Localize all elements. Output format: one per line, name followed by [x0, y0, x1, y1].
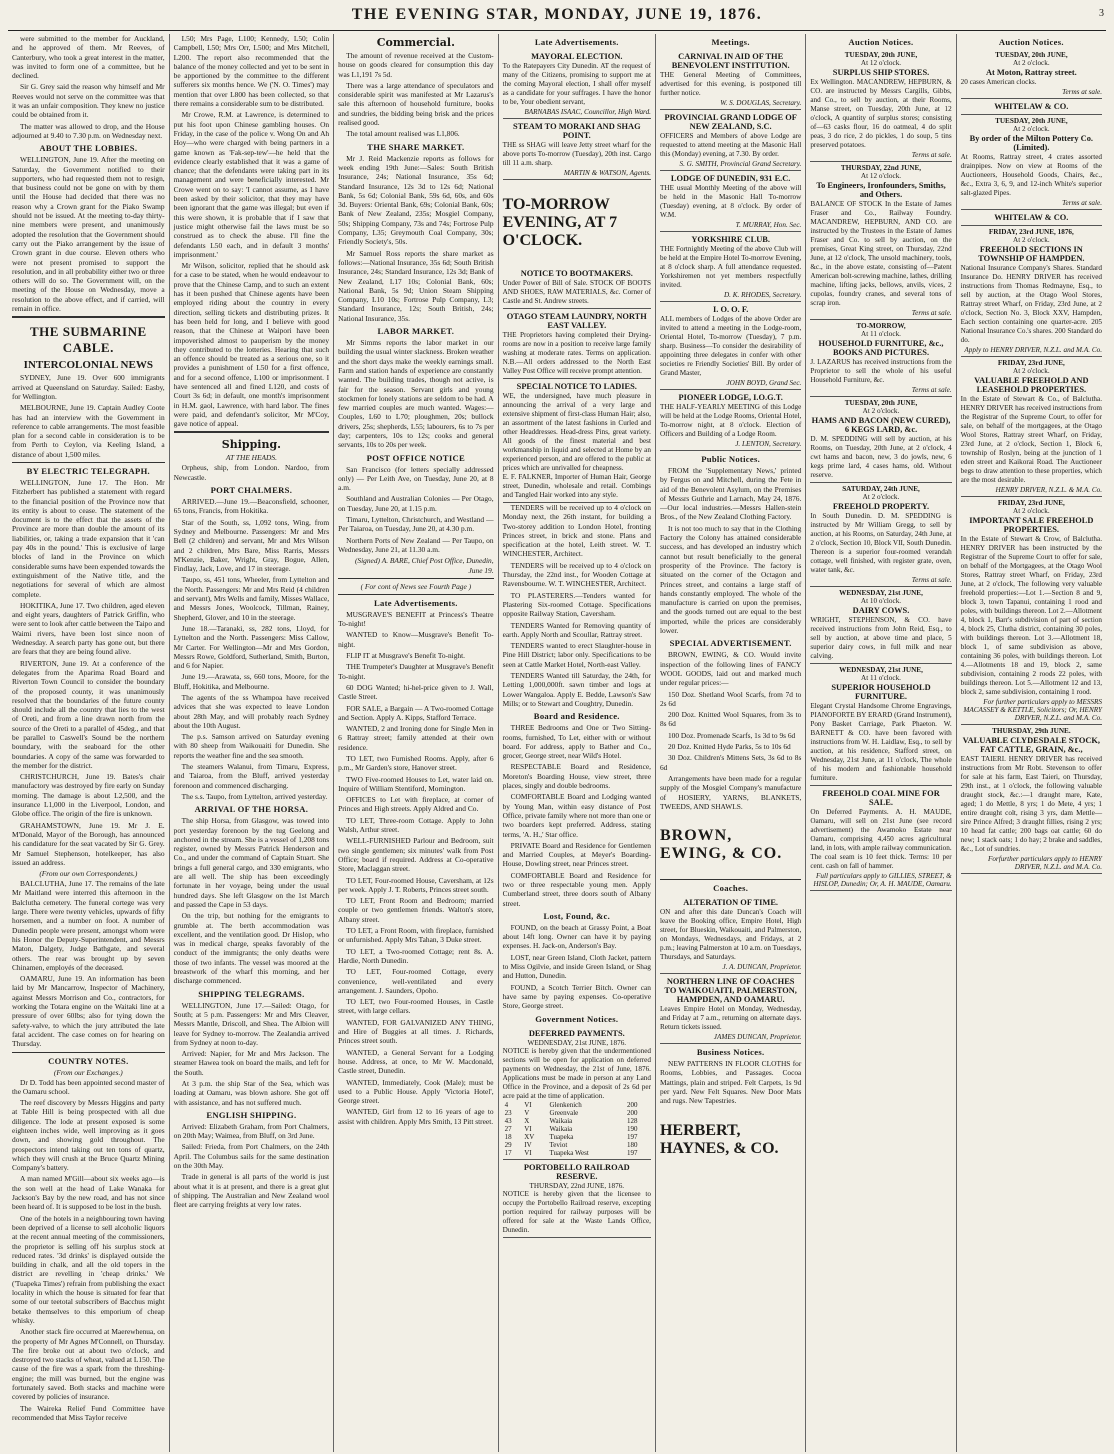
auction-time: At 10 o'clock. [860, 597, 902, 605]
article-paragraph: Sir G. Grey said the reason why himself and Mr Reeves would not serve on the committee was that it was an unfair composition. They knew no justice could be obtained from it. [12, 82, 165, 120]
special-ad-line: 150 Doz. Shetland Wool Scarfs, from 7d to 2s 6d [659, 689, 802, 708]
auction-notice [810, 786, 951, 891]
section-cell-blk: V [524, 1108, 530, 1117]
exchanges-note: (From our Exchanges.) [53, 1067, 123, 1077]
post-entry: Northern Ports of New Zealand — Per Taupo, on Wednesday, June 21, at 11.30 a.m. [338, 535, 494, 554]
auction-terms: Terms at sale. [911, 309, 952, 317]
section-cell-dist: Tuapeka West [549, 1148, 589, 1157]
auction-body: BALANCE OF STOCK In the Estate of James Fraser and Co., Railway Foundry. MACANDREW, HEPBURN, AND CO. are instructed by the Trustees in the Estate of James Fraser and Co. to sell by auction, on the premises, Great King street, on Thursday, 22nd June, at 12 o'clock, The unsold machinery, tools, &c., in the above estate, consisting of—Patent American bolt-screwing machine, lathes, drilling machine, lifting jacks, bellows, anvils, vices, 2 cupolas, foundry cranes, and several tons of scrap iron. [810, 200, 952, 307]
auction-body: On Deferred Payments. A. H. MAUDE, Oamaru, will sell on 21st June (see record advertisement) the Awamoko Estate near Oamaru, comprising 4,450 acres agricultural land, in lots, with ample railway communication. The coal seam is 10 feet thick. Terms: 10 per cent. cash on fall of hammer. [810, 808, 952, 870]
country-note-paragraph: One of the hotels in a neighbouring town having been deprived of a license to sell alcoholic liquors at the recent annual meeting of the commissioners, the proprietor is selling off his surplus stock at reduced rates. '3d drinks' is displayed outside the building in chalk, and all the old topers in the district are revelling in 'cheap drinks.' We ('Tuapeka Times') refrain from publishing the exact locality in which the house is situated for fear that some of our teetotal subscribers of Bacchus might betake themselves to this emporium of cheap whisky. [12, 1213, 165, 1325]
post-signature: (Signed) A. BARE, Chief Post Office, Dunedin, June 19. [354, 556, 494, 575]
special-ad-line: 200 Doz. Knitted Wool Squares, from 3s to 8s 6d [659, 710, 802, 729]
auction-head: At Moton, Rattray street. [985, 68, 1077, 77]
lost-found-ad: FOUND, a Scotch Terrier Bitch. Owner can have same by paying expenses. Co-operative Store, George street. [502, 982, 651, 1011]
section-row [503, 1125, 651, 1133]
auction-notice [810, 483, 951, 587]
section-cell-dist: Greenvale [549, 1108, 579, 1117]
portobello-ad: PORTOBELLO RAILROAD RESERVE. THURSDAY, 22nd JUNE, 1876. NOTICE is hereby given that the licensee to occupy the Portobello Railroad reserve, excepting portion required for railway purposes will be offered for sale at the Waste Lands Office, Dunedin. [503, 1160, 651, 1238]
correspondents-note: (From our own Correspondents.) [39, 869, 138, 879]
auction-body: D. M. SPEDDING will sell by auction, at his Rooms, on Tuesday, 20th June, at 2 o'clock, 4 cwt hams and bacon, new, 3 do jowls, new, 6 kegs prime lard, 4 cases hams, old. Without reserve. [810, 435, 952, 479]
auction-terms: Terms at sale. [911, 576, 952, 584]
auction-time: At 12 o'clock. [860, 59, 902, 67]
auction-date: FRIDAY, 23rd JUNE, [997, 499, 1065, 507]
yorkshire-ad: YORKSHIRE CLUB. THE Fortnightly Meeting of the above Club will be held at the Empire Hotel To-morrow Evening, at 8 o'clock sharp. A full attendance requested. Yorkshiremen not yet members respectfully invited. D. K. RHODES, Secretary. [660, 232, 801, 302]
auction-body: J. LAZARUS has received instructions from the Proprietor to sell the whole of his useful Household Furniture, &c. [810, 358, 952, 384]
telegram-paragraph: HOKITIKA, June 17. Two children, aged eleven and eight years, daughters of Patrick Griffin, who were sent to look after cattle between the Taipo and Waimi rivers, have been lost since noon of Wednesday. A search party has gone out, but there are fears that they are being found alive. [12, 600, 165, 657]
auction-body: National Insurance Company's Shares. Standard Insurance Do. HENRY DRIVER has received instructions from Thomas Redmayne, Esq., to sell by auction, at the Otago Wool Stores, Rattray street Wharf, on Friday, 23rd June, at 2 o'clock, Section No. 3, Block XXV, Hampden, Each section containing one quarter-acre. 205 National Insurance Co.'s shares. 200 Standard do do. [960, 264, 1103, 344]
auction-head: FREEHOLD COAL MINE FOR SALE. [822, 789, 940, 807]
tender-ad: TENDERS will be received up to 4 o'clock on Thursday, the 22nd inst., for Wooden Cottage at Ravensbourne. W. T. WINCHESTER, Architect. [502, 560, 651, 589]
shipping-entry: Arrived: Napier, for Mr and Mrs Jackson. The steamer Hawea took on board the mails, and left for the South. [173, 1049, 330, 1077]
auction-date: THURSDAY, 22nd JUNE, [840, 164, 922, 172]
auction-date: FRIDAY, 23rd JUNE, 1876, [988, 228, 1074, 236]
telegram-paragraph: OAMARU, June 19. An information has been laid by Mr Mancarrow, Inspector of Machinery, against Messrs Morrison and Co., contractors, for working the Totara engine on the Waitaki line at a pressure of over 60lbs; also for tying down the safety-valve, to which the jury attributed the late fatal accident. The case comes on for hearing on Thursday. [12, 974, 165, 1049]
article-paragraph: Mr Samuel Ross reports the share market as follows:—National Insurance, 35s 6d; South British Insurance, 24s; Standard Insurance, 12s 3d; Bank of New Zealand, L17 10s; Colonial Bank, 60s; National Bank, 5s 9d; Union Steam Shipping Company, L10 10s; Fortrose Pulp Company, L3; Standard Insurance, 12s; South British, 24s; National Insurance, 35s. [338, 248, 494, 323]
shipping-entry: WELLINGTON, June 17.—Sailed: Otago, for South; at 5 p.m. Passengers: Mr and Mrs Cleaver, Messrs Mantle, Driscoll, and Shea. The Albion will leave for Sydney to-morrow. The Zealandia arrived from Sydney at noon to-day. [173, 1000, 330, 1047]
shipping-entry: Trade in general is all parts of the world is just about what it is at present, and there is a great glut of shipping. The Australian and New Zealand wool fleet are carrying freights at very low rates. [173, 1172, 330, 1210]
classified-ad: TO LET, Front Room and Bedroom; married couple or two gentlemen friends. Walton's store, Albany street. [338, 896, 494, 924]
ladies-ad: SPECIAL NOTICE TO LADIES. WE, the undersigned, have much pleasure in announcing the arrival of a very large and extensive shipment of first-class Human Hair; also, an assortment of the latest fashions in Curled and other Headdresses. Head-dress Pins, great variety. All goods of the finest material and best workmanship in liquid and selected at Home by an experienced person, and are offered to the public at prices which are unrivalled for cheapness. E. F. FALKNER, Importer of Human Hair, George street, Dunedin, wholesale and retail. Combings and Tangled Hair worked into any style. [503, 379, 651, 503]
article-paragraph: Mr Simms reports the labor market in our building the usual winter slackness. Broken weather and the short days make the weekly earnings small. Farm and station hands of experience are constantly wanted. The building trades, though not active, is fair for the season. Servant girls and young stockmen for lonely stations are seldom to be had. A few married couples are much wanted. Wages:—Couples, L60 to L70; ploughmen, 20s; bullock drivers, 25s; shepherds, L55; labourers, 6s to 7s per day; carpenters, 10s to 12s; cooks and general servants, 10s to 20s per week. [338, 338, 494, 450]
shipping-telegrams-heading: SHIPPING TELEGRAMS. [198, 988, 305, 999]
board-heading: Board and Residence. [533, 711, 620, 722]
article-paragraph: On the trip, but nothing for the emigrants to grumble at. The berth accommodation was excellent, and the ventilation good. Dr Hislop, who was in medical charge, speaks favorably of the conduct of the immigrants; the only deaths were those of two infants. The vessel was moored at the breastwork of the wharf this morning, and her discharge commenced. [173, 911, 330, 986]
business-text: NEW PATTERNS IN FLOOR CLOTHS for Rooms, Lobbies, and Passages. Cocoa Mattings, plain and striped. Felt Carpets, 1s 9d per yard. New Felt Squares. New Door Mats and rugs. New Tapestries. [659, 1059, 802, 1106]
classified-ad: TO LET, a Two-roomed Cottage; rent 8s. A. Hardie, North Dunedin. [338, 946, 494, 965]
telegram-paragraph: RIVERTON, June 19. At a conference of the delegates from the Aparima Road Board and Riverton Town Council to consider the boundary of the proposed county, it was unanimously resolved that the boundaries of the future county should include all the country that lies to the west of Oreti, and from a line drawn north from the source of the Oreti to a parallel of 45deg., and that be parallel to Caswell's Sound be the northern boundary, with the seaboard for the other boundaries. A copy of the same was forwarded to the member for the district. [12, 658, 165, 770]
meetings-heading: Meetings. [711, 37, 750, 47]
column-7 [957, 34, 1106, 1452]
classified-ad: WANTED, a General Servant for a Lodging house. Address, at once, to Mr W. Macdonald, Castle street, Dunedin. [338, 1047, 494, 1076]
country-note-paragraph: Dr D. Todd has been appointed second master of the Oamaru school. [12, 1077, 165, 1096]
section-row [503, 1133, 651, 1141]
auction-time: At 2 o'clock. [862, 493, 900, 501]
article-paragraph: WELLINGTON, June 19. After the meeting on Saturday, the Government notified to their supporters, who had requested them not to resign, that business could not be gone on with by them until the House had decided that there was no reason why a Crown grant for the Piako Swamp should not be issued. At the meeting to-day thirty-nine members were present, and unanimously adopted the resolution that the Government should carry out the Piako arrangement by the issue of Crown grant in due course. Eleven others who were not present promised to support the resolution, and in all probability either two or three others will do so. The Government will, on the meeting of the House on Wednesday, move a resolution to the above effect, and if carried, will remain in office. [12, 155, 165, 314]
auction-head: SURPLUS SHIP STORES. [832, 68, 930, 77]
post-entry: Timaru, Lyttelton, Christchurch, and Westland — Per Taiaroa, on Tuesday, June 20, at 4.30 p.m. [338, 515, 494, 534]
board-ad: COMFORTABLE Board and Lodging wanted by Young Man, within easy distance of Post Office, private family where not more than one or two boarders kept preferred. Address, stating terms, 'A. H.,' Star office. [502, 792, 651, 839]
auction-head: VALUABLE CLYDESDALE STOCK, FAT CATTLE, GRAIN, &c., [962, 736, 1101, 754]
share-market-heading: THE SHARE MARKET. [367, 141, 465, 152]
auction-date: TUESDAY, 20th JUNE, [995, 117, 1068, 125]
classified-ad: MUSGRAVE'S BENEFIT at Princess's Theatre To-night! [338, 609, 494, 629]
english-shipping-heading: ENGLISH SHIPPING. [206, 1109, 297, 1120]
section-cell-acres: 200 [627, 1100, 638, 1109]
column-6 [806, 34, 956, 1452]
auction-body: In the Estate of Stewart & Co., of Balclutha. HENRY DRIVER has received instructions from the Registrar of the Supreme Court, to offer for sale, on behalf of the mortgagees, at the Otago Wool Stores, Rattray street Wharf, on Friday, 23rd June, at 2 o'clock, Section 1, Block 6, township of Roslyn, being at the junction of 1 eden street and Kaikorai Road. The Auctioneer begs to draw attention to these properties, which are the most desirable. [960, 395, 1103, 484]
section-cell-dist: Waikaia [549, 1116, 573, 1125]
board-ad: THREE Bedrooms and One or Two Sitting-rooms, furnished, To Let, either with or without board. For address, apply to Bather and Co., grocer, George street, near Wild's Hotel. [502, 723, 651, 761]
telegram-paragraph: SYDNEY, June 19. Over 600 immigrants arrived at Queensland on Saturday. Sailed: Easby, for Wellington. [12, 373, 165, 401]
telegram-paragraph: CHRISTCHURCH, June 19. Bates's chair manufactory was destroyed by fire early on Sunday morning. The damage is about L2,500, and the insurance L1,000 in the Liverpool, London, and Globe office. The origin of the fire is unknown. [12, 772, 165, 819]
shipping-entry: The p.s. Samson arrived on Saturday evening with 80 sheep from Waikouaiti for Dunedin. She reports the weather fine and the sea smooth. [173, 732, 330, 760]
classified-ad: TWO Five-roomed Houses to Let, water laid on. Inquire of William Stentiford, Mornington. [338, 774, 494, 793]
public-notices-heading: Public Notices. [701, 454, 761, 464]
classified-ad: FOR SALE, a Bargain — A Two-roomed Cottage and Section. Apply A. Kipps, Stafford Terrace. [338, 703, 494, 722]
classified-ad: WELL-FURNISHED Parlour and Bedroom, suit two single gentlemen; six minutes' walk from Post Office; board if required. Address at Co-operative Store, Maclaggan street. [338, 836, 494, 874]
section-cell-blk: VI [524, 1148, 532, 1157]
telegraph-heading: BY ELECTRIC TELEGRAPH. [26, 465, 150, 476]
auction-time: At 2 o'clock. [1013, 59, 1050, 67]
auction-date: TUESDAY, 20th JUNE, [995, 51, 1068, 59]
shipping-entry: The agents of the ss Whampoa have received advices that she was expected to leave London about 28th May, and will probably reach Sydney about the 10th August. [173, 693, 330, 730]
auction-body: In South Dunedin. D. M. SPEDDING is instructed by Mr William Gregg, to sell by auction, at his Rooms, on Saturday, 24th June, at 2 o'clock, Section 10, Block VII, South Dunedin. Thereon is a superior four-roomed verandah cottage, well finished, with register grate, oven, water tank, &c. [810, 512, 952, 574]
special-ad-line: 30 Doz. Children's Mittens Sets, 3s 6d to 8s 6d [659, 753, 802, 772]
lost-found-heading: Lost, Found, &c. [543, 910, 611, 921]
tender-ad: TENDERS wanted to erect Slaughter-house in Pine Hill District; labor only. Specifications to be seen at Cattle Market Hotel, North-east Valley. [502, 641, 651, 669]
section-cell-dist: Teviot [549, 1140, 568, 1149]
shipping-entry: At 3 p.m. the ship Star of the Sea, which was loading at Oamaru, was blown ashore. She got off with assistance, and has not suffered much. [173, 1078, 330, 1107]
auction-notice [810, 49, 951, 162]
auction-body: At Rooms, Rattray street, 4 crates assorted drainpipes. Now on view at Rooms of the Auctioneers, Household Goods, Chairs, &c., &c., Extra 3, 6, 9, and 12-inch White's superior salt-glazed Pipes. [960, 153, 1103, 197]
auction-notice [810, 587, 951, 664]
classified-ad: WANTED, Immediately, Cook (Male); must be used to a Public House. Apply 'Victoria Hotel', George street. [338, 1077, 494, 1106]
auction-notice [810, 320, 951, 397]
classified-ad: WANTED to Know—Musgrave's Benefit To-night. [338, 630, 494, 649]
section-cell-acres: 190 [627, 1124, 638, 1133]
lost-found-ad: FOUND, on the beach at Grassy Point, a Boat about 14ft long. Owner can have it by paying expenses. H. Jack-on, Anderson's Bay. [502, 922, 651, 951]
classified-ad: WANTED, 2 and Ironing done for Single Men in 6 Rattray street; family attended at their own residence. [338, 724, 494, 752]
auction-terms: HENRY DRIVER, N.Z.L. & M.A. Co. [995, 486, 1103, 494]
section-cell-acres: 180 [627, 1140, 638, 1149]
section-cell-no: 27 [504, 1124, 512, 1133]
tender-ad: TENDERS Wanted for Removing quantity of earth. Apply North and Scoullar, Rattray street. [502, 620, 651, 639]
classified-ad: TO LET, Four-roomed House, Caversham, at 12s per week. Apply J. T. Roberts, Princes street south. [338, 875, 494, 894]
section-cell-no: 18 [504, 1132, 512, 1141]
auction-date: TO-MORROW, [856, 322, 906, 330]
country-notes-heading: COUNTRY NOTES. [48, 1055, 129, 1066]
pioneer-ad: PIONEER LODGE, I.O.G.T. THE HALF-YEARLY MEETING of this Lodge will be held at the Lodge Rooms, Oriental Hotel, To-morrow night, at 8 o'clock. Election of Officers and Building of a Lodge Room. J. LENTON, Secretary. [660, 390, 801, 451]
country-note-paragraph: The reef discovery by Messrs Higgins and party at Table Hill is being prospected with all due diligence. The lode at present exposed is some eighteen inches wide, well improving as it goes down, and showing gold throughout. The prospectors intend taking out ten tons of quartz, which they will crush at the Bruce Quartz Mining Company's battery. [12, 1098, 165, 1173]
auction-date: TUESDAY, 20th JUNE, [844, 399, 918, 407]
section-row [503, 1101, 651, 1109]
iof-ad: I. O. O. F. ALL members of Lodges of the above Order are invited to attend a meeting in the Lodge-room, Oriental Hotel, To-morrow (Tuesday), 7 p.m. sharp. Business—To consider the desirability of appointing three delegates in confer with other societies re Friendly Societies' Bill. By order of Grand Master, JOHN BOYD, Grand Sec. [660, 302, 801, 390]
auction-time: At 2 o'clock. [862, 407, 900, 415]
lobbies-heading: ABOUT THE LOBBIES. [39, 143, 138, 154]
auction-notice [961, 226, 1102, 357]
auction-time: At 2 o'clock. [1013, 125, 1050, 133]
auction-terms: Apply to HENRY DRIVER, N.Z.L. and M.A. Co. [964, 346, 1103, 354]
classified-ad: TO LET, a Front Room, with fireplace, furnished or unfurnished. Apply Mrs Tahan, 3 Duke street. [338, 926, 494, 945]
section-cell-no: 4 [504, 1100, 509, 1109]
shipping-entry: Star of the South, ss, 1,092 tons, Wing, from Sydney and Melbourne. Passengers: Mr and Mrs Bell (2 children) and servant, Mr and Mrs Wilson and 2 children, Mrs Bare, Miss Rarris, Messrs M'Kenzie, Baker, Wright, Gray, Bogue, Allen, Findlay, Jack, Love, and 17 in steerage. [173, 517, 330, 574]
shipping-entry: June 19.—Arawata, ss, 660 tons, Moore, for the Bluff, Hokitika, and Melbourne. [173, 672, 330, 691]
lodge-dunedin-ad: LODGE OF DUNEDIN, 931 E.C. THE usual Monthly Meeting of the above will be held in the Masonic Hall To-morrow (Tuesday) evening, at 8 o'clock. By order of W.M. T. MURRAY, Hon. Sec. [660, 171, 801, 232]
article-paragraph: were submitted to the member for Auckland, and he approved of them. Mr Reeves, of Canterbury, who took a great interest in the matter, was invited to form one of a committee, but he declined. [12, 34, 165, 81]
masthead-title: THE EVENING STAR, MONDAY, JUNE 19, 1876. [351, 6, 763, 23]
steam-ad: STEAM TO MORAKI AND SHAG POINT. THE ss SHAG will leave Jetty street wharf for the above ports To-morrow (Tuesday), 20th inst. Cargo till 11 a.m. sharp. MARTIN & WATSON, Agents. [503, 119, 651, 180]
auction-time: At 12 o'clock. [860, 172, 902, 180]
telegram-paragraph: BALCLUTHA, June 17. The remains of the late Mr Maitland were interred this afternoon in the Balclutha cemetery. The funeral cortege was very large. There were twenty vehicles, upwards of fifty horsemen, and a number on foot. A number of Dunedin people were present, amongst whom were his Honor the Deputy-Superintendent, and Messrs Maton, Dalgety, Judge Bathgate, and several others. The rear was brought up by seven Chinamen, employés of the deceased. [12, 879, 165, 972]
section-cell-acres: 128 [627, 1116, 638, 1125]
article-paragraph: The ship Horsa, from Glasgow, was towed into port yesterday forenoon by the tug Geelong and anchored in the stream. She is a vessel of 1,208 tons register, owned by Messrs Patrick Henderson and Co., and under the command of Captain Stuart. She brings a full general cargo, and 330 emigrants, who are all well. The ship has been exceedingly fortunate in her voyage, being under the usual hundred days. She left Glasgow on the 1st March and passed the Cape in 53 days. [173, 816, 330, 909]
country-note-paragraph: A man named M'Gill—about six weeks ago—is the son well at the head of Lake Wanaka for Jackson's Bay by the new road, and has not since been heard of. It is supposed to be lost in the bush. [12, 1174, 165, 1212]
section-cell-blk: XV [524, 1132, 535, 1141]
post-entry: Southland and Australian Colonies — Per Otago, on Tuesday, June 20, at 1.15 p.m. [338, 494, 494, 513]
auction-date: FRIDAY, 23rd JUNE, [997, 359, 1065, 367]
section-cell-acres: 197 [627, 1132, 638, 1141]
bootmakers-ad: NOTICE TO BOOTMAKERS. Under Power of Bill of Sale. STOCK OF BOOTS AND SHOES, RAW MATERIALS, &c. Corner of Castle and St. Andrew streets. [503, 266, 651, 309]
auction-notice [961, 49, 1102, 99]
section-row [503, 1141, 651, 1149]
article-paragraph: The total amount realised was L1,806. [346, 129, 460, 139]
laundry-ad: OTAGO STEAM LAUNDRY, NORTH EAST VALLEY. THE Proprietors having completed their Drying-rooms are now in a position to receive large family washing at moderate rates. Terms on application. N.B.—All orders addressed to the North East Valley Post Office will receive prompt attention. [503, 309, 651, 379]
auction-time: At 2 o'clock. [1013, 507, 1050, 515]
customs-text: The amount of revenue received at the Custom-house on goods cleared for consumption this day was L1,191 7s 5d. [338, 51, 494, 79]
business-sign: HERBERT, HAYNES, & CO. [659, 1121, 779, 1157]
section-cell-blk: IV [524, 1140, 532, 1149]
auction-time: At 11 o'clock. [861, 330, 901, 338]
auction-terms: For further particulars apply to MESSRS MACASSEY & KETTLE, Solicitors; Or, HENRY DRIVER, N.Z.L. and M.A. Co. [963, 698, 1103, 722]
grand-lodge-ad: PROVINCIAL GRAND LODGE OF NEW ZEALAND, S.C. OFFICERS and Members of above Lodge are requested to attend meeting at the Masonic Hall this (Monday) evening, at 7.30. By order. S. G. SMITH, Provincial Grand Secretary. [660, 110, 801, 171]
alteration-ad: ALTERATION OF TIME. ON and after this date Duncan's Coach will leave the Booking office, Empire Hotel, High street, for Blueskin, Waikouaiti, and Palmerston, on Mondays, Wednesdays, and Fridays, at 2 p.m.; leaving Palmerston at 10 a.m. on Tuesdays, Thursdays, and Saturdays. J. A. DUNCAN, Proprietor. [660, 895, 801, 974]
special-ad-line: BROWN, EWING, & CO. Would invite inspection of the following lines of FANCY WOOL GOODS, laid out and marked much under regular prices:— [659, 650, 802, 688]
article-paragraph: There was a large attendance of speculators and considerable spirit was manifested at Mr Lazarus's sale this afternoon of household furniture, books and sundries, the bidding being brisk and the prices realised good. [338, 80, 494, 128]
classified-ad: OFFICES to Let with fireplace, at corner of Princes and High streets. Apply Aldred and Co. [338, 795, 494, 814]
lost-found-ad: LOST, near Green Island, Cloth Jacket, pattern to Miss Ogilvie, and inside Green Island, or Shag and Hutton, Dunedin. [502, 952, 651, 981]
classified-ad: WANTED, FOR GALVANIZED ANY THING, and Hire of Buggies at all times. J. Richards, Princes street south. [338, 1017, 494, 1046]
auction-head: FREEHOLD PROPERTY. [832, 502, 930, 511]
tender-ad: TO PLASTERERS.—Tenders wanted for Plastering Six-roomed Cottage. Specifications opposite Railway Station, Caversham. [502, 590, 651, 619]
auction-date: SATURDAY, 24th JUNE, [842, 485, 920, 493]
at-heads-text: Orpheus, ship, from London. Nardoo, from Newcastle. [173, 463, 330, 482]
northern-coaches-ad: NORTHERN LINE OF COACHES TO WAIKOUAITI, PALMERSTON, HAMPDEN, AND OAMARU. Leaves Empire Hotel on Monday, Wednesday, and Friday at 7 a.m., returning on alternate days. Return tickets issued. JAMES DUNCAN, Proprietor. [660, 974, 801, 1044]
auction-notice [961, 99, 1102, 115]
auction-notice [961, 357, 1102, 497]
auction-time: At 11 o'clock. [861, 674, 901, 682]
carnival-ad: CARNIVAL IN AID OF THE BENEVOLENT INSTITUTION. THE General Meeting of Committees, advertised for this evening, is postponed till further notice. W. S. DOUGLAS, Secretary. [660, 49, 801, 110]
article-paragraph: Mr Wilson, solicitor, replied that he should ask for a case to be stated, when he would endeavour to prove that the Chinese Camp, and to such an extent has it been pushed that Chinese agents have been employed riding about the country in every direction, selling tickets and distributing prizes. It has been held for long, and I believe with good reason, that the Chinese at Waipori have been impoverished almost to pauperism by the money they contributed to the lotteries. Hearing that such an offence should be treated as a serious one, so it provides a punishment of L50 for a first offence, and for a second offence, L100 or imprisonment. I have sentenced all and fined L120, and costs of Court 3s 6d; in default, one month's imprisonment in H.M. gaol, Lawrence, with hard labor. The fines were paid, and defendant's solicitor, Mr M'Coy, gave notice of appeal. [173, 261, 330, 429]
board-ad: PRIVATE Board and Residence for Gentlemen and Married Couples, at Meyer's Boarding-House, Dowling street, near Princes street. [502, 840, 651, 869]
auction-notice [961, 115, 1102, 210]
shipping-entry: Arrived: Elizabeth Graham, from Port Chalmers, on 20th May; Waimea, from Bluff, on 3rd June. [173, 1121, 330, 1141]
submarine-cable-heading: THE SUBMARINE CABLE. [29, 324, 147, 356]
section-cell-acres: 197 [627, 1148, 638, 1157]
classified-ad: TO LET, two Four-roomed Houses, in Castle street, with large cellars. [338, 997, 494, 1016]
auction-notice [961, 497, 1102, 725]
article-paragraph: L50; Mrs Page, L100; Kennedy, L50; Colin Campbell, L50; Mrs Orr, L500; and Mrs Mitchell, L200. The report also recommended that the balance of the money collected and yet to be sent in be apportioned by the committee to the different sufferers six months hence. We ('N. O. Times') may mention that over L800 has been collected, so that there remains a considerable sum to be distributed. [173, 34, 330, 109]
article-paragraph: The matter was allowed to drop, and the House adjourned at 9.40 to 7.30 p.m. on Wednesday next. [12, 121, 165, 140]
tender-ad: TENDERS will be received up to 4 o'clock on Monday next, the 26th instant, for building a Two-storey addition to London Hotel, fronting Princes street, in brick and stone. Plans and specification at the hotel, Leith street. W. T. WINCHESTER, Architect. [502, 503, 651, 559]
auction-head: To Engineers, Ironfounders, Smiths, and Others. [816, 181, 946, 199]
labor-market-heading: LABOR MARKET. [377, 326, 455, 337]
auction-body: WRIGHT, STEPHENSON, & CO. have received instructions from John Reid, Esq., to sell by auction, at above time and place, 5 superior dairy cows, in full milk and near calving. [810, 616, 952, 660]
section-cell-blk: VI [524, 1124, 532, 1133]
classified-ad: THE Trumpeter's Daughter at Musgrave's Benefit To-night. [338, 662, 494, 681]
auction-terms: Terms at sale. [911, 151, 952, 159]
auction-heading-2: Auction Notices. [998, 37, 1064, 47]
special-ad-line: 20 Doz. Knitted Hyde Parks, 5s to 10s 6d [667, 742, 791, 752]
auction-time: At 2 o'clock. [1013, 367, 1050, 375]
post-office-heading: POST OFFICE NOTICE [366, 452, 466, 463]
auction-body: Elegant Crystal Handsome Chrome Engravings, PIANOFORTE BY ERARD (Grand Instrument), Pony Basket Carriage, Park Phaeton. W. BARNETT & CO. have been favored with instructions from W. H. Laidlaw, Esq., to sell by auction, at his residence, Stafford street, on Wednesday, 21st June, at 11 o'clock, The whole of his modern and fashionable household furniture. [810, 702, 952, 782]
auction-head: VALUABLE FREEHOLD AND LEASEHOLD PROPERTIES. [974, 376, 1089, 394]
shipping-entry: Taupo, ss, 451 tons, Wheeler, from Lyttelton and the North. Passengers: Mr and Mrs Reid (4 children and servant), Mrs Wells and family, Misses Wallace, and Messrs Jones, Woolcock, Tillman, Rainey, Shepherd, Glover, and 10 in the steerage. [173, 575, 330, 622]
shipping-entry: The steamers Walanui, from Timaru, Express, and Taiaroa, from the Bluff, arrived yesterday forenoon and commenced discharging. [173, 762, 330, 790]
auction-body: Ex Wellington. MACANDREW, HEPBURN, & CO. are instructed by Messrs Cargills, Gibbs, and Co., to sell by auction, at their Rooms, Manse street, on Tuesday, 20th June, at 12 o'clock, A quantity of surplus stores; consisting of—63 casks flour, 16 do oatmeal, 4 do split peas, 3 do rice, 2 do pickles, 1 do soup, 5 tins preserved potatoes. [810, 78, 952, 149]
auction-head: DAIRY COWS. [852, 606, 910, 615]
late-ads-heading-2: Late Advertisements. [534, 37, 619, 47]
auction-head: SUPERIOR HOUSEHOLD FURNITURE. [831, 683, 931, 701]
column-5 [656, 34, 806, 1452]
auction-time: At 2 o'clock. [1013, 236, 1050, 244]
auction-terms: Terms at sale. [911, 386, 952, 394]
section-cell-no: 23 [504, 1108, 512, 1117]
article-paragraph: Mr Crowe, R.M. at Lawrence, is determined to put his foot upon Chinese gambling houses. On Friday, in the case of the police v. Wong On and Ah Hoy—who were charged with being partners in a game known as 'Fak-sep-tew'—he held that the evidence clearly established that it was a game of chance; that the defendants were taking part in its management and were beneficially interested. Mr Crowe went on to say: 'I cannot assume, as I have been asked by their solicitor, that they may have been ignorant that the game was illegal; but even if this were shown, it is probable that if I saw that justice might otherwise fail the laws must be so construed as to check the abuse. I'll fine the defendants L50 each, and in default 3 months' imprisonment.' [173, 110, 330, 259]
auction-notice [810, 397, 951, 483]
auction-head: IMPORTANT SALE FREEHOLD PROPERTIES. [969, 516, 1094, 534]
section-row [503, 1149, 651, 1157]
deferred-payments-ad: DEFERRED PAYMENTS. WEDNESDAY, 21st JUNE, 1876. NOTICE is hereby given that the undermentioned sections will be open for application on deferred payments on Wednesday, the 21st of June, 1876. Applications must be made in person at any Land Office in the Province, and a deposit of 2s 6d per acre paid at the time of application. 4 VI Glenkenich 200 23 V Greenvale 200 43 X Waikaia 128 27 VI Waikaia 190 18 XV Tuapeka 197 29 IV Teviot 180 17 VI Tuapeka West 197 [503, 1026, 651, 1160]
masthead [8, 6, 1106, 31]
auction-head: HOUSEHOLD FURNITURE, &c., BOOKS AND PICTURES. [818, 339, 944, 357]
auction-head: FREEHOLD SECTIONS IN TOWNSHIP OF HAMPDEN. [978, 245, 1085, 263]
section-cell-no: 43 [504, 1116, 512, 1125]
board-ad: RESPECTABLE Board and Residence, Moreton's Boarding House, view street, three places, singly and double bedrooms. [502, 762, 651, 791]
tender-ad: TENDERS Wanted till Saturday, the 24th, for Letting 1,000,000ft. sawn timber and logs at Lower Wangaloa. Apply E. Bedde, Lawson's Saw Mills; or to Stewart and Coughtry, Dunedin. [502, 671, 651, 708]
auction-date: WEDNESDAY, 21st JUNE, [839, 589, 923, 597]
page-number: 3 [1099, 8, 1104, 19]
classified-ad: WANTED, Girl from 12 to 16 years of age to assist with children. Apply Mrs Smith, 13 Pitt street. [338, 1107, 494, 1126]
special-ad-line: Arrangements have been made for a regular supply of the Mosgiel Company's manufacture of HOSIERY, YARNS, BLANKETS, TWEEDS, AND SHAWLS. [659, 773, 802, 811]
telegram-paragraph: GRAHAMSTOWN, June 19. Mr J. E. M'Donald, Mayor of the Borough, has announced his candidature for the seat vacated by Sir G. Grey. Mr Samuel Stephenson, hotelkeeper, has also issued an address. [12, 820, 165, 867]
classified-ad: TO LET, Three-room Cottage. Apply to John Walsh, Arthur street. [338, 815, 494, 835]
section-cell-acres: 200 [627, 1108, 638, 1117]
shipping-entry: Sailed: Frieda, from Port Chalmers, on the 24th April. The Columbus sails for the same destination on the 30th May. [173, 1142, 330, 1171]
auction-date: THURSDAY, 29th JUNE. [992, 727, 1071, 735]
columns [8, 34, 1106, 1452]
auction-heading: Auction Notices. [848, 37, 914, 47]
coaches-heading: Coaches. [713, 883, 749, 894]
section-cell-dist: Waikaia [549, 1124, 573, 1133]
column-3 [334, 34, 498, 1452]
continued-note: ( For cont of News see Fourth Page ) [360, 581, 472, 591]
port-chalmers-heading: PORT CHALMERS. [210, 485, 293, 496]
intercolonial-heading: INTERCOLONIAL NEWS [23, 359, 153, 372]
column-4 [499, 34, 656, 1452]
section-cell-dist: Glenkenich [549, 1100, 582, 1109]
auction-terms: Forfurther particulars apply to HENRY DRIVER, N.Z.L. and M.A. Co. [987, 855, 1103, 871]
section-row [503, 1117, 651, 1125]
business-notices-heading: Business Notices. [696, 1047, 765, 1058]
classified-ad: TO LET, two Furnished Rooms. Apply, after 6 p.m., Mr Garden's store, Hanover street. [338, 754, 494, 773]
country-note-paragraph: Another stack fire occurred at Maerewhenua, on the property of Mr Agnes M'Connell, on Thursday. The fire broke out at about two o'clock, and destroyed two stacks of wheat, valued at L150. The cause of the fire was a spark from the threshing-engine; the mill was burned, but the engine was fortunately saved. Both stacks and machine were covered by policies of insurance. [12, 1327, 165, 1402]
auction-terms: Full particulars apply to GILLIES, STREET, & HISLOP, Dunedin; Or, A. H. MAUDE, Oamaru. [813, 872, 952, 888]
classified-ad: TO LET, Four-roomed Cottage, every convenience, well-ventilated and every arrangement. J. Saunders, Opoho. [338, 967, 494, 995]
late-ads-heading: Late Advertisements. [373, 597, 458, 608]
public-notice-paragraph: FROM the 'Supplementary News,' printed by Fergus on and Mitchell, during the Fete in aid of the Benevolent Asylum, on the Premises of Messrs Guthrie and Larnach, May 24, 1876.—Our local industries.—Messrs Hallen-stein Bros., of the New Zealand Clothing Factory. [659, 466, 802, 522]
section-cell-no: 29 [504, 1140, 512, 1149]
auction-notice [810, 162, 951, 320]
auction-notice [810, 664, 951, 786]
post-entry: San Francisco (for letters specially addressed only) — Per Leith Ave, on Tuesday, June 20, at 8 a.m. [338, 464, 494, 493]
column-2 [170, 34, 334, 1452]
auction-terms: Terms at sale. [1062, 199, 1103, 207]
auction-notice [961, 725, 1102, 874]
section-cell-blk: X [524, 1116, 530, 1125]
sections-table [503, 1101, 651, 1157]
auction-head: WHITELAW & CO. [994, 102, 1069, 111]
country-note-paragraph: The Waireka Relief Fund Committee have recommended that Miss Taylor receive [12, 1403, 165, 1422]
auction-body: In the Estate of Stewart & Crow, of Balclutha. HENRY DRIVER has been instructed by the Registrar of the Supreme Court to offer for sale, on behalf of the Mortgagees, at the Otago Wool Stores, Rattray street Wharf, on Friday, 23rd June, at 2 o'clock, The following very valuable freehold properties:—Lot 1.—Section 8 and 9, block 3, town Tapanui, containing 1 rood and poles, with buildings thereon. Lot 2.—Allotment 4, block 1, Barr's subdivision of part of section 4, block 25, Clutha district, containing 30 poles, with buildings thereon. Lot 3.—Allotment 18, block 1, of same subdivision as above, containing 36 poles, with buildings thereon. Lot 4.—Allotments 18 and 19, block 2, same subdivision, containing 2 roods 22 poles, with buildings thereon. Lot 5.—Allotment 12 and 13, block 2, same subdivision, containing 1 rood. [960, 535, 1103, 696]
section-row [503, 1109, 651, 1117]
auction-notice [961, 210, 1102, 226]
section-cell-no: 17 [504, 1148, 512, 1157]
shipping-heading: Shipping. [221, 438, 281, 452]
govt-notices-heading: Government Notices. [535, 1013, 619, 1024]
classified-ad: 60 DOG Wanted; hi-hel-price given to J. Wall, Castle Street. [338, 682, 494, 702]
auction-date: WEDNESDAY, 21st JUNE, [839, 666, 923, 674]
telegram-paragraph: MELBOURNE, June 19. Captain Audley Coote has had an interview with the Government in reference to cable arrangements. The most feasible plan for a second cable in consideration is to be from Perth to Ceylon, via Keeling Island, a distance of about 1,500 miles. [12, 403, 165, 459]
public-notice-paragraph: It is not too much to say that in the Clothing Factory the Colony has attained considerable success, and has developed an industry which cannot but result beneficially to the general prosperity of the Province. The factory is situated on the corner of the Octagon and Princes street, and contains a large staff of hands constantly employed. The whole of the manufacture is carried on upon the premises, and the goods turned out are equal to the best imported, while the prices are considerably lower. [659, 523, 802, 636]
article-paragraph: Mr J. Reid Mackenzie reports as follows for week ending 19th June:—Sales: South British Insurance, 24s; National Insurance, 35s 6d; Standard Insurance, 12s 3d to 12s 6d; National Bank, 5s 6d; Colonial Bank, 59s 6d, 60s, and 60s 3d. Buyers: Oriental Bank, 69s; Colonial Bank, 60s; Bank of New Zealand, 235s; Mosgiel Company, 50s; Shipping Company, 73s and 74s; Fortrose Pulp Company, L35; Greymouth Coal Company, 30s; Friendly Society's, 50s. [338, 153, 494, 247]
auction-head: HAMS AND BACON (NEW CURED), 6 KEGS LARD, &c. [811, 416, 951, 434]
at-heads-heading: AT THE HEADS. [225, 453, 277, 463]
shipping-entry: ARRIVED.—June 19.—Beaconsfield, schooner, 65 tons, Francis, from Hokitika. [173, 497, 330, 516]
mayoral-election-ad: MAYORAL ELECTION. To the Ratepayers City Dunedin. AT the request of many of the Citizens, promising to support me at the coming Mayoral election, I shall offer myself as a candidate for your suffrages. I have the honor to be, Your obedient servant, BARNABAS ISAAC, Councillor, High Ward. [503, 49, 651, 119]
column-1 [8, 34, 170, 1452]
horsa-heading: ARRIVAL OF THE HORSA. [194, 804, 309, 815]
section-cell-dist: Tuapeka [549, 1132, 574, 1141]
auction-date: TUESDAY, 20th JUNE, [844, 51, 918, 59]
shipping-entry: June 18.—Taranaki, ss, 282 tons, Lloyd, for Lyttelton and the North. Passengers: Miss Callow, Mr Carter. For Wellington—Mr and Mrs Gordon, Messrs Rowe, Goldford, Sutherland, Smith, Burton, and 6 for Napier. [173, 623, 330, 671]
classified-ad: FLIP IT at Musgrave's Benefit To-night. [346, 651, 466, 661]
auction-body: 20 cases American clocks. [960, 78, 1037, 86]
telegram-paragraph: WELLINGTON, June 17. The Hon. Mr Fitzherbert has published a statement with regard to the financial position of the Province now that its entity is about to cease. The statement of the document is to the effect that the assets of the Province are more than double the amount of its liabilities, or, taking a trade expansion that it 'can pay 40s in the pound.' This is exclusive of large blocks of land in the Province on which considerable sums have been expended towards the extinguishment of the Native title, and the negotiations for several of which are almost complete. [12, 477, 165, 599]
tomorrow-notice: TO-MORROW EVENING, AT 7 O'CLOCK. [502, 196, 618, 249]
special-ad-heading: SPECIAL ADVERTISEMENT. [669, 638, 792, 649]
commercial-heading: Commercial. [376, 36, 455, 49]
section-cell-blk: VI [524, 1100, 532, 1109]
brown-ewing-sign: BROWN, EWING, & CO. [659, 827, 783, 863]
auction-head: WHITELAW & CO. [994, 213, 1069, 222]
shipping-entry: The s.s. Taupo, from Lyttelton, arrived yesterday. [181, 791, 328, 801]
auction-terms: Terms at sale. [1062, 88, 1103, 96]
special-ad-line: 100 Doz. Promenade Scarfs, 1s 3d to 9s 6d [667, 730, 796, 740]
auction-body: EAST TAIERI. HENRY DRIVER has received instructions from Mr Robt. Stevenson to offer for sale at his farm, East Taieri, on Thursday, 29th inst., at 1 o'clock, the following valuable draught stock, &c.:—1 draught mare, Kate, aged; 1 do Mettle, 8 yrs; 1 do Mete, 4 yrs; 1 entire draught colt, rising 3 yrs, dam Mettle—sire Prince Alfred; 3 draught fillies, rising 2 yrs; 10 head fat cattle; 200 bags oat cattle; 60 do new; 1 stack oats; 1 do hay; 2 brake and saddles, &c., Lot of sundries. [960, 755, 1103, 853]
board-ad: COMFORTABLE Board and Residence for two or three respectable young men. Apply Cumberland street, three doors south of Albany street. [502, 870, 651, 908]
auction-head: By order of the Milton Pottery Co. (Limited). [969, 134, 1094, 152]
